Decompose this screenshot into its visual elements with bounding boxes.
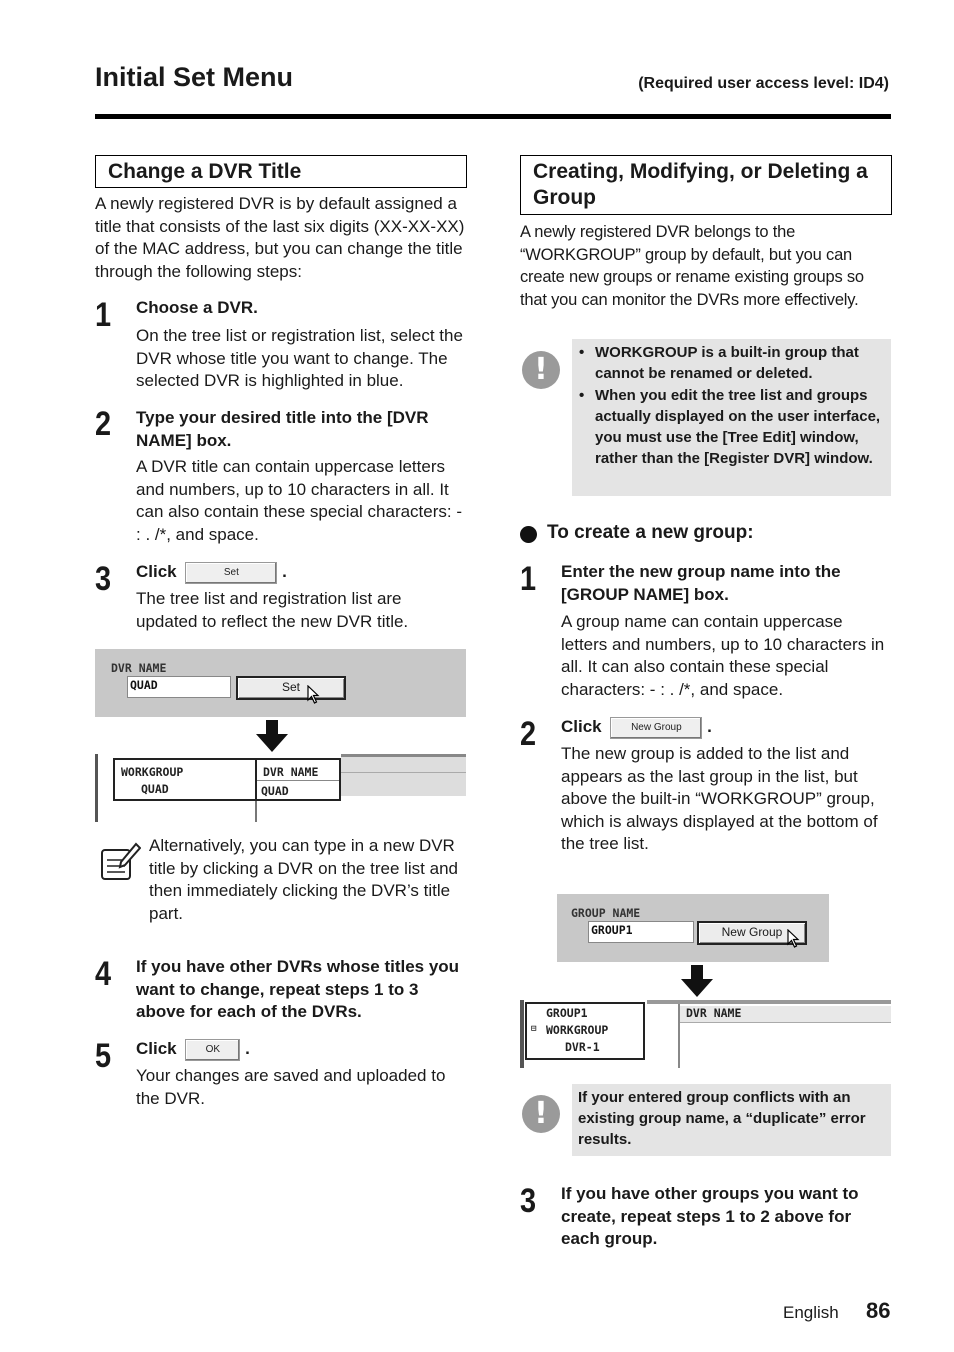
subheading: To create a new group:: [547, 522, 754, 543]
page-title: Initial Set Menu: [95, 62, 294, 92]
group-name-screenshot: [557, 894, 829, 962]
bullet-circle-icon: [520, 526, 537, 543]
period: .: [282, 562, 287, 581]
section-title-change-dvr: [95, 155, 467, 188]
section-title-text: Change a DVR Title: [108, 160, 302, 183]
step-click-line: [561, 716, 891, 739]
tree-screenshot: [95, 754, 466, 822]
step-click-line: [136, 561, 466, 584]
group-name-label: GROUP NAME: [571, 906, 641, 920]
set-button-image: Set: [185, 562, 277, 584]
section-title-text: Creating, Modifying, or Deleting a Group: [533, 160, 868, 209]
bullet-dot: •: [579, 387, 585, 404]
click-label: Click: [136, 1039, 177, 1058]
down-arrow-icon: [256, 720, 288, 752]
step-title: If you have other DVRs whose titles you want to change, repeat steps 1 to 3 above for each of the DVRs.: [136, 957, 460, 1022]
step-title: If you have other groups you want to create, repeat steps 1 to 2 above for each group.: [561, 1184, 859, 1249]
list-header: DVR NAME: [686, 1006, 742, 1020]
dvr-name-screenshot: [95, 649, 466, 717]
left-intro: A newly registered DVR is by default assigned a title that consists of the last six digits (XX-XX-XX) of the MAC address, but you can change the title through the following steps:: [95, 194, 465, 281]
step-body: A DVR title can contain uppercase letters and numbers, up to 10 characters in all. It can also contain these special characters: - : . /*, and space.: [136, 457, 463, 544]
caution-icon: !: [522, 351, 560, 389]
page-number: 86: [866, 1298, 891, 1323]
footer-language: English: [783, 1303, 839, 1322]
step-body: The new group is added to the list and appears as the last group in the list, but above the built-in “WORKGROUP” group, which is always displayed at the bottom of the tree list.: [561, 744, 878, 854]
step-click-line: [136, 1038, 466, 1061]
caution-note: [572, 1084, 891, 1156]
step-title: Enter the new group name into the [GROUP NAME] box.: [561, 562, 841, 604]
note-text: If your entered group conflicts with an existing group name, a “duplicate” error results.: [578, 1089, 866, 1148]
tip-text: Alternatively, you can type in a new DVR title by clicking a DVR on the tree list and then immediately clicking the DVR’s title part.: [149, 836, 458, 923]
step-number: 1: [95, 296, 111, 334]
step-number: 3: [95, 560, 111, 598]
caution-note: [572, 339, 891, 496]
step-title: Type your desired title into the [DVR NAME] box.: [136, 408, 429, 450]
step-number: 3: [520, 1182, 536, 1220]
group-name-field: GROUP1: [588, 921, 694, 943]
new-group-button: New Group: [697, 921, 807, 945]
section-title-group: [520, 155, 892, 215]
period: .: [245, 1039, 250, 1058]
tree-list: [113, 758, 341, 801]
bullet-dot: •: [579, 344, 585, 361]
tree-item: WORKGROUP: [546, 1023, 609, 1037]
step-number: 2: [520, 715, 536, 753]
step-body: The tree list and registration list are updated to reflect the new DVR title.: [136, 589, 409, 631]
caution-icon: !: [522, 1095, 560, 1133]
memo-pencil-icon: [99, 840, 141, 882]
step-number: 4: [95, 955, 111, 993]
step-number: 1: [520, 560, 536, 598]
list-header: DVR NAME: [263, 765, 319, 779]
title-rule: [95, 114, 891, 119]
dvr-name-field: QUAD: [127, 676, 231, 698]
click-label: Click: [136, 562, 177, 581]
step-title: Choose a DVR.: [136, 298, 258, 317]
cursor-icon: [787, 929, 801, 949]
note-bullet: WORKGROUP is a built-in group that cannot be renamed or deleted.: [595, 344, 859, 382]
group-tree-list: [525, 1002, 645, 1060]
group-tree-screenshot: [520, 1000, 891, 1068]
tree-item: QUAD: [141, 782, 169, 796]
set-button: Set: [236, 676, 346, 700]
list-item: QUAD: [261, 784, 289, 798]
step-number: 5: [95, 1037, 111, 1075]
note-bullet: When you edit the tree list and groups actually displayed on the user interface, you must use the [Tree Edit] window, rather than the [Register DVR] window.: [595, 387, 881, 467]
ok-button-image: OK: [185, 1039, 240, 1061]
collapse-icon: ⊟: [531, 1024, 537, 1034]
tree-item: DVR-1: [565, 1040, 600, 1054]
step-body: On the tree list or registration list, select the DVR whose title you want to change. The selected DVR is highlighted in blue.: [136, 326, 463, 391]
access-level: (Required user access level: ID4): [638, 75, 889, 92]
click-label: Click: [561, 717, 602, 736]
period: .: [707, 717, 712, 736]
step-body: Your changes are saved and uploaded to the DVR.: [136, 1066, 446, 1108]
step-number: 2: [95, 405, 111, 443]
cursor-icon: [307, 685, 321, 705]
tree-group: WORKGROUP: [121, 765, 184, 779]
down-arrow-icon: [681, 965, 713, 997]
new-group-button-image: New Group: [610, 717, 702, 739]
right-intro: A newly registered DVR belongs to the “WORKGROUP” group by default, but you can create new groups or rename existing groups so that you can monitor the DVRs more effectively.: [520, 223, 864, 309]
dvr-name-label: DVR NAME: [111, 661, 167, 675]
step-body: A group name can contain uppercase letters and numbers, up to 10 characters in all. It can also contain these special characters: - : . /*, and space.: [561, 612, 885, 699]
tree-item: GROUP1: [546, 1006, 588, 1020]
